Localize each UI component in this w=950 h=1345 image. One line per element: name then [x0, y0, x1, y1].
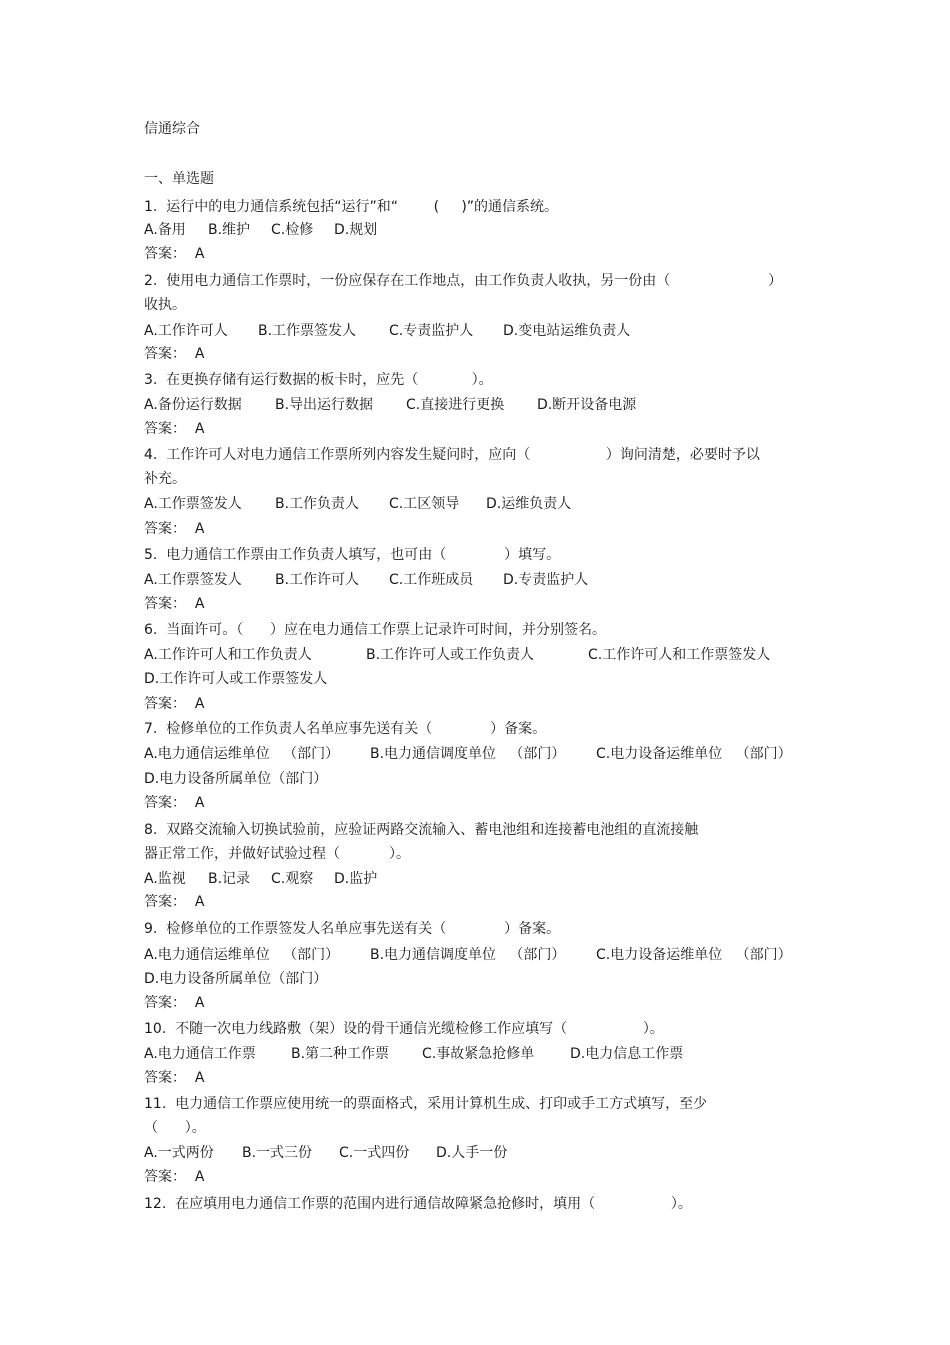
option-d: D.规划: [334, 222, 378, 238]
option-c: C.电力设备运维单位 （部门）: [596, 947, 792, 963]
option-b: B.工作负责人: [275, 496, 360, 512]
option-d: D.电力设备所属单位（部门）: [144, 971, 328, 987]
question-text: 8. 双路交流输入切换试验前，应验证两路交流输入、蓄电池组和连接蓄电池组的直流接触: [144, 822, 699, 838]
option-a: A.一式两份: [144, 1145, 214, 1161]
option-c: C.工区领导: [389, 496, 460, 512]
answer: 答案： A: [144, 995, 205, 1011]
option-d: D.断开设备电源: [537, 397, 637, 413]
question-text: 2. 使用电力通信工作票时，一份应保存在工作地点，由工作负责人收执，另一份由（ ）: [144, 273, 783, 289]
answer: 答案： A: [144, 795, 205, 811]
question-text: 5. 电力通信工作票由工作负责人填写，也可由（ ）填写。: [144, 547, 561, 563]
question-text: 10. 不随一次电力线路敷（架）设的骨干通信光缆检修工作应填写（ ）。: [144, 1021, 664, 1037]
option-c: C.一式四份: [339, 1145, 410, 1161]
option-a: A.工作许可人和工作负责人: [144, 647, 312, 663]
question-text: 7. 检修单位的工作负责人名单应事先送有关（ ）备案。: [144, 721, 547, 737]
answer: 答案： A: [144, 421, 205, 437]
section-heading: 一、单选题: [144, 171, 214, 187]
option-c: C.专责监护人: [389, 323, 474, 339]
answer: 答案： A: [144, 246, 205, 262]
option-b: B.一式三份: [242, 1145, 313, 1161]
option-a: A.工作票签发人: [144, 496, 242, 512]
option-a: A.备份运行数据: [144, 397, 242, 413]
option-c: C.检修: [271, 222, 314, 238]
option-d: D.监护: [334, 871, 378, 887]
question-text: 11. 电力通信工作票应使用统一的票面格式，采用计算机生成、打印或手工方式填写，至少: [144, 1096, 708, 1112]
answer: 答案： A: [144, 346, 205, 362]
option-a: A.电力通信运维单位 （部门）: [144, 947, 340, 963]
option-b: B.工作票签发人: [258, 323, 357, 339]
option-d: D.工作许可人或工作票签发人: [144, 671, 328, 687]
option-a: A.电力通信运维单位 （部门）: [144, 746, 340, 762]
question-text: 9. 检修单位的工作票签发人名单应事先送有关（ ）备案。: [144, 921, 561, 937]
question-text-continued: （ ）。: [144, 1120, 206, 1136]
option-c: C.工作许可人和工作票签发人: [588, 647, 771, 663]
answer: 答案： A: [144, 1070, 205, 1086]
option-a: A.备用: [144, 222, 186, 238]
option-d: D.电力信息工作票: [570, 1046, 684, 1062]
question-text-continued: 器正常工作，并做好试验过程（ ）。: [144, 846, 410, 862]
question-text-continued: 收执。: [144, 297, 186, 313]
option-b: B.维护: [208, 222, 251, 238]
option-c: C.电力设备运维单位 （部门）: [596, 746, 792, 762]
option-b: B.电力通信调度单位 （部门）: [370, 746, 566, 762]
option-a: A.工作许可人: [144, 323, 228, 339]
question-text: 4. 工作许可人对电力通信工作票所列内容发生疑问时，应向（ ）询问清楚，必要时予以: [144, 447, 760, 463]
option-b: B.导出运行数据: [275, 397, 374, 413]
option-b: B.记录: [208, 871, 251, 887]
option-d: D.运维负责人: [486, 496, 572, 512]
option-b: B.第二种工作票: [291, 1046, 390, 1062]
answer: 答案： A: [144, 521, 205, 537]
option-b: B.电力通信调度单位 （部门）: [370, 947, 566, 963]
option-a: A.工作票签发人: [144, 572, 242, 588]
option-c: C.工作班成员: [389, 572, 474, 588]
option-b: B.工作许可人: [275, 572, 360, 588]
option-c: C.观察: [271, 871, 314, 887]
answer: 答案： A: [144, 696, 205, 712]
doc-title: 信通综合: [144, 121, 200, 137]
option-a: A.监视: [144, 871, 186, 887]
question-text: 1. 运行中的电力通信系统包括“运行”和“ ( )”的通信系统。: [144, 199, 559, 215]
option-d: D.电力设备所属单位（部门）: [144, 771, 328, 787]
option-b: B.工作许可人或工作负责人: [366, 647, 535, 663]
option-c: C.直接进行更换: [406, 397, 505, 413]
option-c: C.事故紧急抢修单: [422, 1046, 535, 1062]
question-text: 6. 当面许可。（ ）应在电力通信工作票上记录许可时间，并分别签名。: [144, 622, 606, 638]
answer: 答案： A: [144, 596, 205, 612]
question-text: 12. 在应填用电力通信工作票的范围内进行通信故障紧急抢修时，填用（ ）。: [144, 1196, 692, 1212]
question-text: 3. 在更换存储有运行数据的板卡时，应先（ ）。: [144, 372, 493, 388]
answer: 答案： A: [144, 1169, 205, 1185]
option-a: A.电力通信工作票: [144, 1046, 256, 1062]
option-d: D.专责监护人: [503, 572, 589, 588]
option-d: D.人手一份: [436, 1145, 508, 1161]
question-text-continued: 补充。: [144, 471, 186, 487]
option-d: D.变电站运维负责人: [503, 323, 631, 339]
answer: 答案： A: [144, 894, 205, 910]
